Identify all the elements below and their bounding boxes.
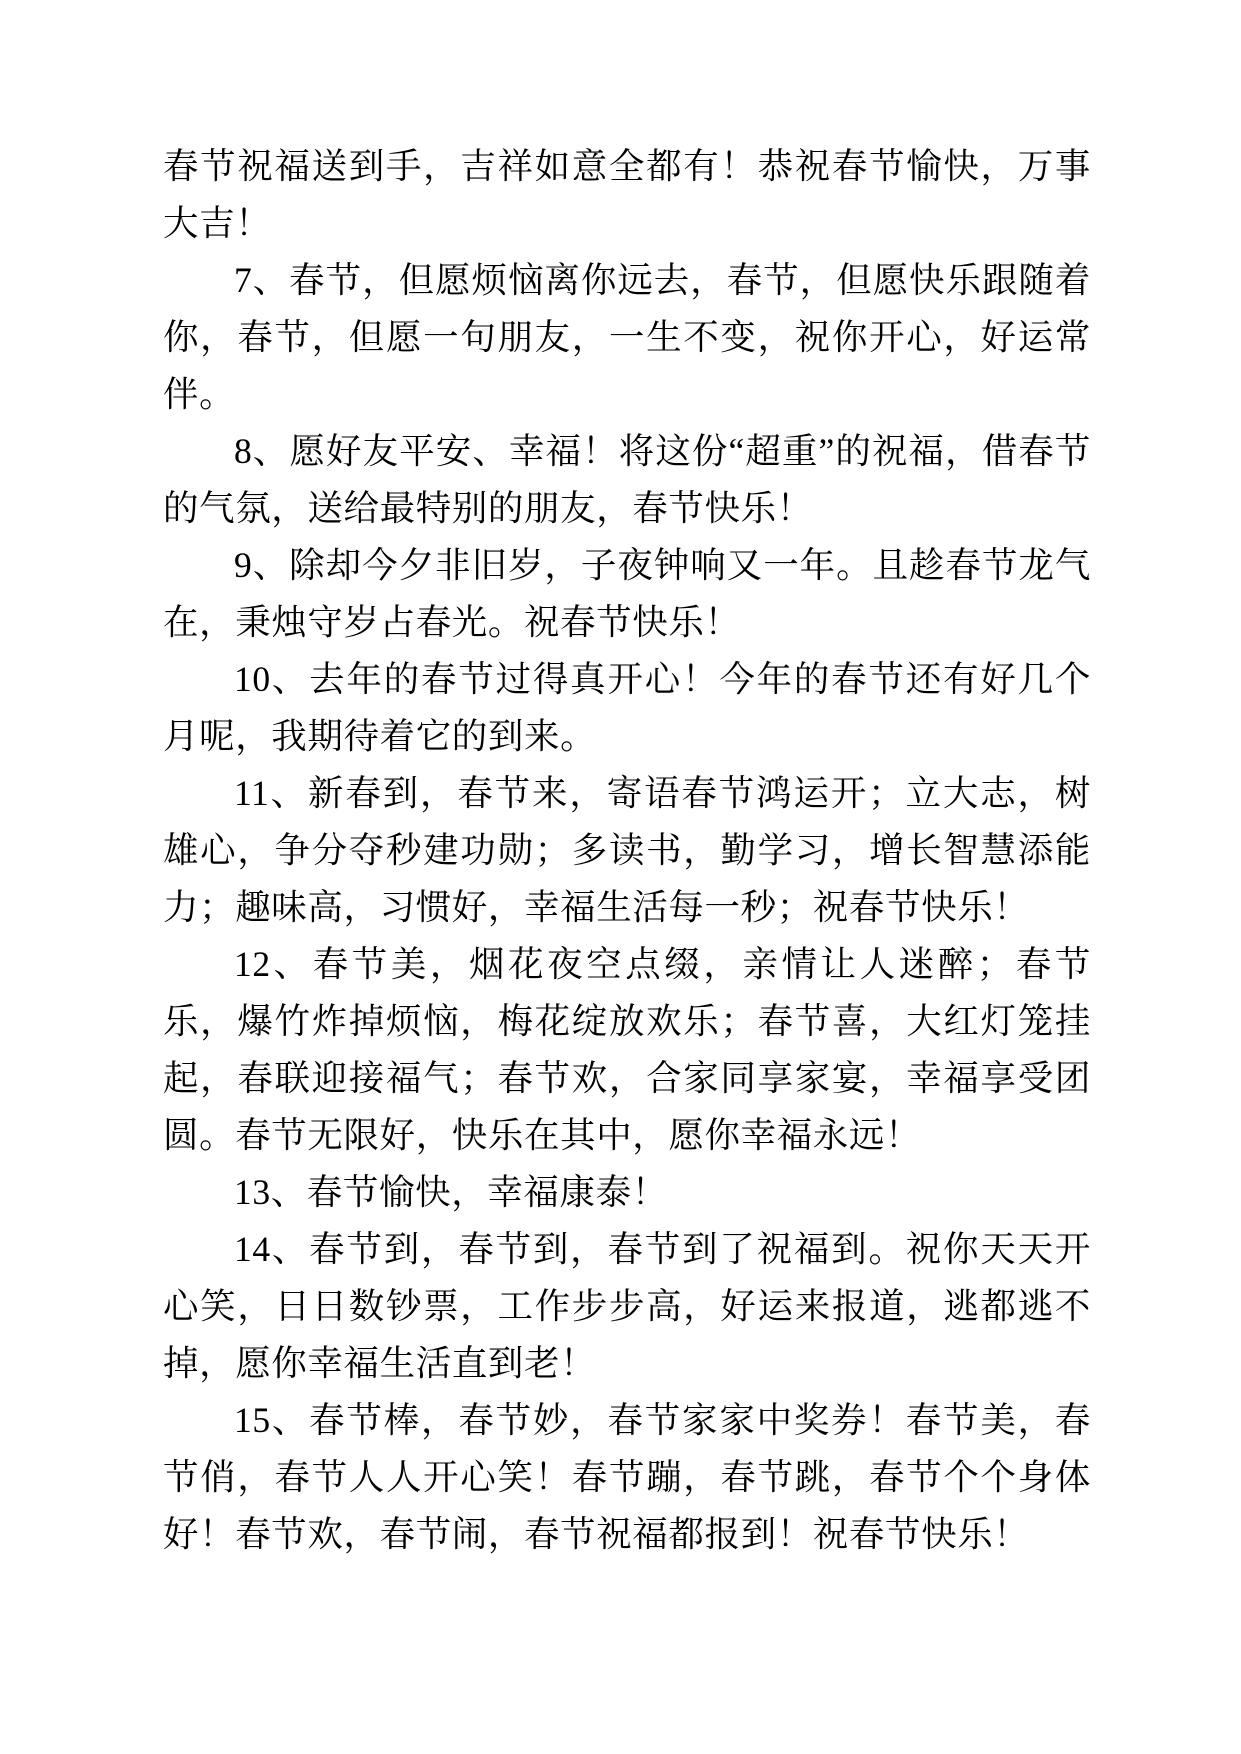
paragraph-item-10: 10、去年的春节过得真开心！今年的春节还有好几个月呢，我期待着它的到来。 bbox=[163, 659, 1091, 756]
document-body bbox=[163, 138, 1091, 1563]
paragraph-continuation: 春节祝福送到手，吉祥如意全都有！恭祝春节愉快，万事大吉！ bbox=[163, 146, 1091, 243]
paragraph-item-14: 14、春节到，春节到，春节到了祝福到。祝你天天开心笑，日日数钞票，工作步步高，好运来报道，逃都逃不掉，愿你幸福生活直到老！ bbox=[163, 1229, 1091, 1383]
paragraph-item-11: 11、新春到，春节来，寄语春节鸿运开；立大志，树雄心，争分夺秒建功勋；多读书，勤学习，增长智慧添能力；趣味高，习惯好，幸福生活每一秒；祝春节快乐！ bbox=[163, 773, 1091, 927]
paragraph-item-15: 15、春节棒，春节妙，春节家家中奖券！春节美，春节俏，春节人人开心笑！春节蹦，春节跳，春节个个身体好！春节欢，春节闹，春节祝福都报到！祝春节快乐！ bbox=[163, 1400, 1091, 1554]
paragraph-item-7: 7、春节，但愿烦恼离你远去，春节，但愿快乐跟随着你，春节，但愿一句朋友，一生不变，祝你开心，好运常伴。 bbox=[163, 260, 1091, 414]
paragraph-item-12: 12、春节美，烟花夜空点缀，亲情让人迷醉；春节乐，爆竹炸掉烦恼，梅花绽放欢乐；春节喜，大红灯笼挂起，春联迎接福气；春节欢，合家同享家宴，幸福享受团圆。春节无限好，快乐在其中，愿你幸福永远！ bbox=[163, 944, 1091, 1155]
paragraph-item-9: 9、除却今夕非旧岁，子夜钟响又一年。且趁春节龙气在，秉烛守岁占春光。祝春节快乐！ bbox=[163, 545, 1091, 642]
paragraph-item-8: 8、愿好友平安、幸福！将这份“超重”的祝福，借春节的气氛，送给最特别的朋友，春节快乐！ bbox=[163, 431, 1091, 528]
paragraph-item-13: 13、春节愉快，幸福康泰！ bbox=[234, 1172, 668, 1212]
